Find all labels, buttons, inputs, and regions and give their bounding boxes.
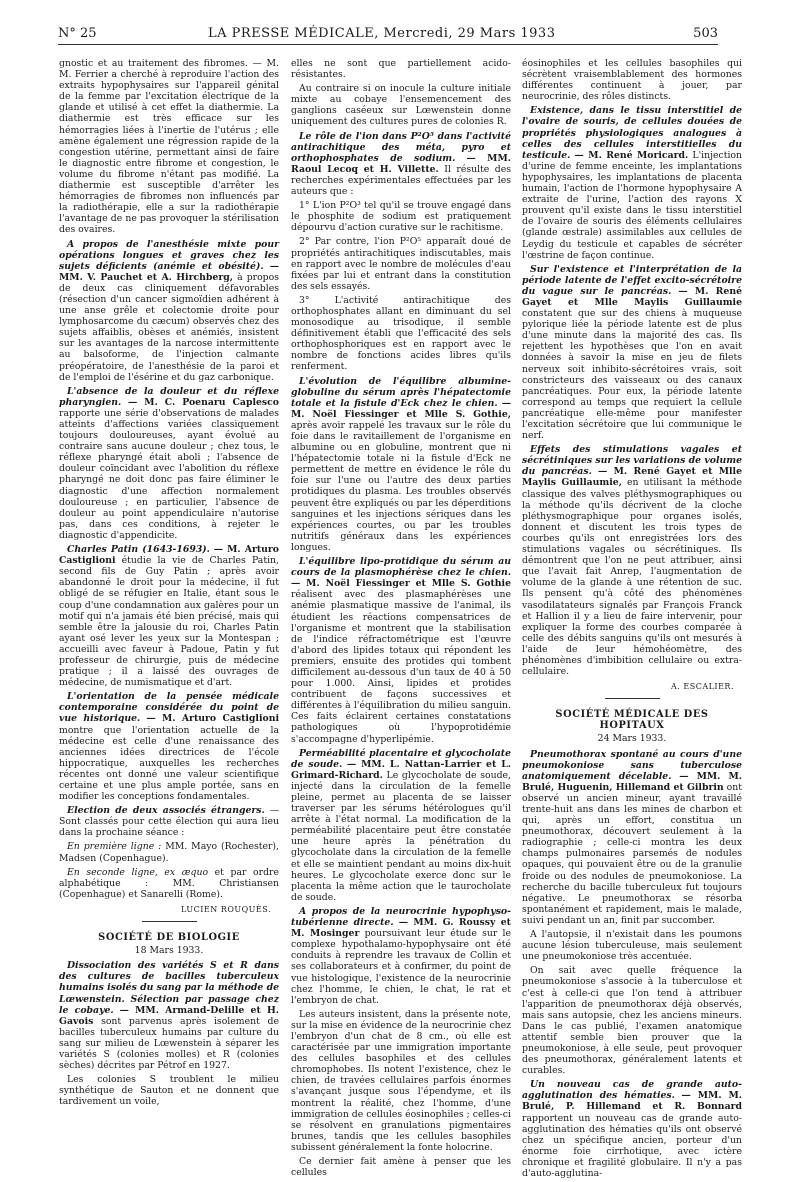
paragraph: L'équilibre lipo-protidique du sérum au cours de la plasmophérèse chez le chien. — M. Noël Fiessinger et Mlle S. Gothie réalisent avec des plasmaphérèses une anémie plasmatique massive de l'animal, ils étudient les réactions compensatrices de l'organisme et montrent que la stabilisation de l'indice réfractométrique est l'œuvre d'abord des lipides totaux qui répondent les premiers, ensuite des protides qui tombent difficilement au-dessous d'un taux de 40 à 50 pour 1.000. Ainsi, lipides et protides contribuent de façons successives et différentes à l'équilibration du milieu sanguin. Ces faits éclairent certaines constatations pathologiques où l'hypoprotidémie s'accompagne d'hyperlipémie.: [291, 556, 511, 745]
paragraph: L'absence de la douleur et du réflexe pharyngien. — M. C. Poenaru Caplesco rapporte une série d'observations de malades atteints d'affections variées classiquement toujours douloureuses, ayant évolué au contraire sans aucune douleur ; chez tous, le réflexe pharyngé était aboli ; l'absence de douleur coïncidant avec l'abolition du réflexe pharyngé ne doit donc pas faire éliminer le diagnostic d'une affection normalement douloureuse ; en particulier, l'absence de douleur au point appendiculaire n'autorise pas, dans ces conditions, à rejeter le diagnostic d'appendicite.: [59, 385, 279, 541]
paragraph: Perméabilité placentaire et glycocholate de soude. — MM. L. Nattan-Larrier et L. Grimard-Richard. Le glycocholate de soude, injecté dans la circulation de la femelle pleine, permet au placenta de se laisser traverser par les sérums hétérologues qu'il arrête à l'état normal. La modification de la perméabilité placentaire peut être constatée une heure après la pénétration du glycocholate dans la circulation de la femelle et elle se maintient pendant au moins dix-huit heures. Le glycocholate exerce donc sur le placenta la même action que le taurocholate de soude.: [291, 747, 511, 903]
paragraph: éosinophiles et les cellules basophiles qui sécrètent vraisemblablement des hormones différentes continuent à jouer, par neurocrinie, des rôles distincts.: [522, 58, 742, 103]
paragraph: Charles Patin (1643-1693). — M. Arturo Castiglioni étudie la vie de Charles Patin, second fils de Guy Patin ; après avoir abandonné le droit pour la médecine, il fut obligé de se réfugier en Italie, étant sous le coup d'une condamnation aux galères pour un motif qui n'a jamais été bien précisé, mais qui semble être la jalousie du roi, Charles Patin ayant osé lever les yeux sur la Montespan ; accueilli avec faveur à Padoue, Patin y fut professeur de chirurgie, puis de médecine pratique ; il a laissé des ouvrages de médecine, de numismatique et d'art.: [59, 544, 279, 689]
section-date: 18 Mars 1933.: [134, 945, 204, 957]
section-title: SOCIÉTÉ DE BIOLOGIE: [98, 932, 240, 944]
paragraph: elles ne sont que partiellement acido-résistantes.: [291, 58, 511, 81]
journal-title: LA PRESSE MÉDICALE, Mercredi, 29 Mars 1933: [208, 26, 556, 41]
paragraph: Sur l'existence et l'interprétation de la période latente de l'effet excito-sécrétoire du vague sur le pancréas. — M. René Gayet et Mlle Maylis Guillaumie constatent que sur des chiens à muqueuse pylorique liée la période latente est de plus d'une minute dans la majorité des cas. Ils rejettent les hypothèses que l'on en avait données à savoir la mise en jeu de filets nerveux soit inhibito-sécrétoires vrais, soit constricteurs des vaisseaux ou des canaux pancréatiques. Pour eux, la période latente correspond au temps que requiert la cellule pancréatique elle-même pour manifester l'excitation sécrétoire que lui communique le nerf.: [522, 263, 742, 442]
page-number-right: 503: [693, 26, 718, 41]
paragraph: A propos de l'anesthésie mixte pour opérations longues et graves chez les sujets déficients (anémie et obésité). — MM. V. Pauchet et A. Hirchberg, à propos de deux cas cliniquement défavorables (résection d'un cancer sigmoïdien adhérent à une anse grêle et colectomie droite pour lymphosarcome du cæcum) observés chez des sujets affaiblis, obèses et anémiés, insistent sur les avantages de la narcose intermittente au balsoforme, de l'injection calmante préopératoire, de l'anesthésie de la paroi et de l'emploi de l'ésérine et du gaz carbonique.: [59, 238, 279, 383]
paragraph: Existence, dans le tissu interstitiel de l'ovaire de souris, de cellules douées de propriétés physiologiques analogues à celles des cellules interstitielles du testicule. — M. René Moricard. L'injection d'urine de femme enceinte, les implantations hypophysaires, les implantations de placenta humain, l'action de l'hormone hypophysaire A extraite de l'urine, l'action des rayons X prouvent qu'il existe dans le tissu interstitiel de l'ovaire de souris des éléments cellulaires (glande œstrale) assimilables aux cellules de Leydig du testicule et capables de sécréter l'œstrine de façon continue.: [522, 105, 742, 261]
paragraph: En seconde ligne, ex æquo et par ordre alphabétique : MM. Christiansen (Copenhague) et Sanarelli (Rome).: [59, 866, 279, 900]
paragraph: En première ligne : MM. Mayo (Rochester), Madsen (Copenhague).: [59, 841, 279, 864]
divider: [605, 698, 660, 699]
paragraph: Election de deux associés étrangers. — Sont classés pour cette élection qui aura lieu dans la prochaine séance :: [59, 805, 279, 839]
column-2: [291, 58, 511, 1181]
paragraph: L'orientation de la pensée médicale contemporaine considérée du point de vue historique. — M. Arturo Castiglioni montre que l'orientation actuelle de la médecine est celle d'une renaissance des anciennes idées directrices de l'école hippocratique, auxquelles les recherches récentes ont donné une valeur scientifique certaine et une plus ample portée, sans en modifier les conceptions fondamentales.: [59, 691, 279, 803]
section-date: 24 Mars 1933.: [597, 733, 667, 745]
issue-date: Mercredi, 29 Mars 1933: [383, 26, 556, 41]
paragraph: On sait avec quelle fréquence la pneumokoniose s'associe à la tuberculose et c'est à celle-ci que l'on tend à attribuer l'apparition de pneumothorax déjà observés, mais sans autopsie, chez les anciens mineurs. Dans le cas publié, l'examen anatomique attentif semble bien prouver que la pneumokoniose, à elle seule, peut provoquer des pneumothorax, généralement latents et curables.: [522, 965, 742, 1077]
paragraph: Le rôle de l'ion dans P²O⁵ dans l'activité antirachitique des méta, pyro et orthophosphates de sodium. — MM. Raoul Lecoq et H. Villette. Il résulte des recherches expérimentales effectuées par les auteurs que :: [291, 130, 511, 198]
paragraph: 1° L'ion P²O³ tel qu'il se trouve engagé dans le phosphite de sodium est pratiquement dépourvu d'action curative sur le rachitisme.: [291, 200, 511, 234]
paragraph: A propos de la neurocrinie hypophyso-tubérienne directe. — MM. G. Roussy et M. Mosinger poursuivant leur étude sur le complexe hypothalamo-hypophysaire ont été conduits à reprendre les travaux de Collin et ses collaborateurs et à confirmer, du point de vue histologique, l'existence de la neurocrinie chez l'homme, le chien, le chat, le rat et l'embryon de chat.: [291, 905, 511, 1006]
column-1: [59, 58, 279, 1110]
section-title: SOCIÉTÉ MÉDICALE DES HOPITAUX: [555, 709, 709, 732]
divider: [142, 921, 197, 922]
paragraph: Les auteurs insistent, dans la présente note, sur la mise en évidence de la neurocrinie chez l'embryon d'un chat de 8 cm., où elle est caractérisée par une immigration importante des cellules basophiles et des cellules chromophobes. Ils notent l'existence, chez le chien, de travées cellulaires parfois énormes s'avançant jusque sous l'épendyme, et ils montrent la réalité, chez l'homme, d'une immigration de cellules éosinophiles ; celles-ci se résolvent en granulations pigmentaires brunes, tandis que les cellules basophiles subissent généralement la fonte holocrine.: [291, 1008, 511, 1153]
paragraph: L'évolution de l'équilibre albumine-globuline du sérum après l'hépatectomie totale et la fistule d'Eck chez le chien. — M. Noël Fiessinger et Mlle S. Gothie, après avoir rappelé les travaux sur le rôle du foie dans le ravitaillement de l'organisme en albumine ou en globuline, montrent que ni l'hépatectomie totale ni la fistule d'Eck ne permettent de mettre en évidence le rôle du foie sur l'une ou l'autre des deux parties protidiques du plasma. Les troubles observés peuvent être expliqués ou par les déperditions sanguines et les injections sériques dans les expériences courtes, ou par les troubles nutritifs généraux dans les expériences longues.: [291, 375, 511, 553]
paragraph: Au contraire si on inocule la culture initiale mixte au cobaye l'ensemencement des ganglions caséeux sur Lœwenstein donne uniquement des cultures pures de colonies R.: [291, 83, 511, 128]
paragraph: Dissociation des variétés S et R dans des cultures de bacilles tuberculeux humains isolés du sang par la méthode de Lœwenstein. Sélection par passage chez le cobaye. — MM. Armand-Delille et H. Gavois sont parvenus après isolement de bacilles tuberculeux humains par culture du sang sur milieu de Lœwenstein à séparer les variétés S (colonies molles) et R (colonies sèches) décrites par Pétrof en 1927.: [59, 960, 279, 1072]
paragraph: gnostic et au traitement des fibromes. — M. M. Ferrier a cherché à reproduire l'action des extraits hypophysaires sur l'appareil génital de la femme par l'excitation électrique de la glande et utilisé à cet effet la diathermie. La diathermie est très efficace sur les hémorragies liées à l'inertie de l'utérus ; elle amène également une régression rapide de la congestion utérine, permettant ainsi de faire le diagnostic entre fibrome et congestion, le volume du fibrome n'étant pas modifié. La diathermie est susceptible d'arrêter les hémorragies de fibromes non influencés par la radiothérapie, elle a sur la radiothérapie l'avantage de ne pas provoquer la stérilisation des ovaires.: [59, 58, 279, 236]
paragraph: Un nouveau cas de grande auto-agglutination des hématies. — MM. M. Brulé, P. Hillemand et R. Bonnard rapportent un nouveau cas de grande auto-agglutination des hématies qu'ils ont observé chez un spécifique ancien, porteur d'un énorme foie cirrhotique, avec ictère chronique et fragilité globulaire. Il n'y a pas d'auto-agglutina-: [522, 1079, 742, 1179]
running-header: [58, 24, 718, 45]
paragraph: 2° Par contre, l'ion P²O⁵ apparaît doué de propriétés antirachitiques indiscutables, mais en rapport avec le nombre de molécules d'eau fixées par lui et entrant dans la constitution des sels essayés.: [291, 236, 511, 292]
paragraph: Les colonies S troublent le milieu synthétique de Sauton et ne donnent que tardivement un voile,: [59, 1074, 279, 1108]
paragraph: 3° L'activité antirachitique des orthophosphates allant en diminuant du sel monosodique au trisodique, il semble définitivement établi que l'efficacité des sels orthophosphoriques est en rapport avec le nombre de fonctions acides libres qu'ils renferment.: [291, 294, 511, 373]
author-signature: A. ESCALIER.: [671, 682, 734, 692]
page-number-left: N° 25: [58, 26, 97, 41]
paragraph: Pneumothorax spontané au cours d'une pneumokoniose sans tuberculose anatomiquement décelable. — MM. M. Brulé, Huguenin, Hillemand et Gilbrin ont observé un ancien mineur, ayant travaillé trente-huit ans dans les mines de charbon et qui, après un effort, constitua un pneumothorax, découvert seulement à la radiographie ; celle-ci montra les deux champs pulmonaires parsemés de nodules opaques, qui pouvaient être ou de la granulie froide ou des nodules de pneumokoniose. La recherche du bacille tuberculeux fut toujours négative. Le pneumothorax se résorba spontanément et rapidement, mais le malade, suivi pendant un an, finit par succomber.: [522, 748, 742, 926]
column-3: [522, 58, 742, 1182]
paragraph: Ce dernier fait amène à penser que les cellules: [291, 1156, 511, 1179]
paragraph: A l'autopsie, il n'existait dans les poumons aucune lésion tuberculeuse, mais seulement une pneumokoniose très accentuée.: [522, 929, 742, 963]
paragraph: Effets des stimulations vagales et sécrétiniques sur les variations de volume du pancréas. — M. René Gayet et Mlle Maylis Guillaumie, en utilisant la méthode classique des valves pléthysmographiques ou la méthode qu'ils décrivent de la cloche pléthysmographique pour organes isolés, donnent et discutent les trois types de courbes qu'ils ont enregistrées lors des stimulations vagales ou sécrétiniques. Ils démontrent que l'on ne peut attribuer, ainsi que l'avait fait Anrep, l'augmentation de volume de la glande à une rétention de suc. Ils pensent qu'à côté des phénomènes vasodilatateurs signalés par François Franck et Hallion il y a lieu de faire intervenir, pour expliquer la forme des courbes comparée à celle des débits sanguins qu'ils ont mesurés à l'aide de leur hémohéomètre, des phénomènes d'imbibition cellulaire ou extra-cellulaire.: [522, 444, 742, 678]
author-signature: LUCIEN ROUQUÈS.: [181, 904, 271, 914]
